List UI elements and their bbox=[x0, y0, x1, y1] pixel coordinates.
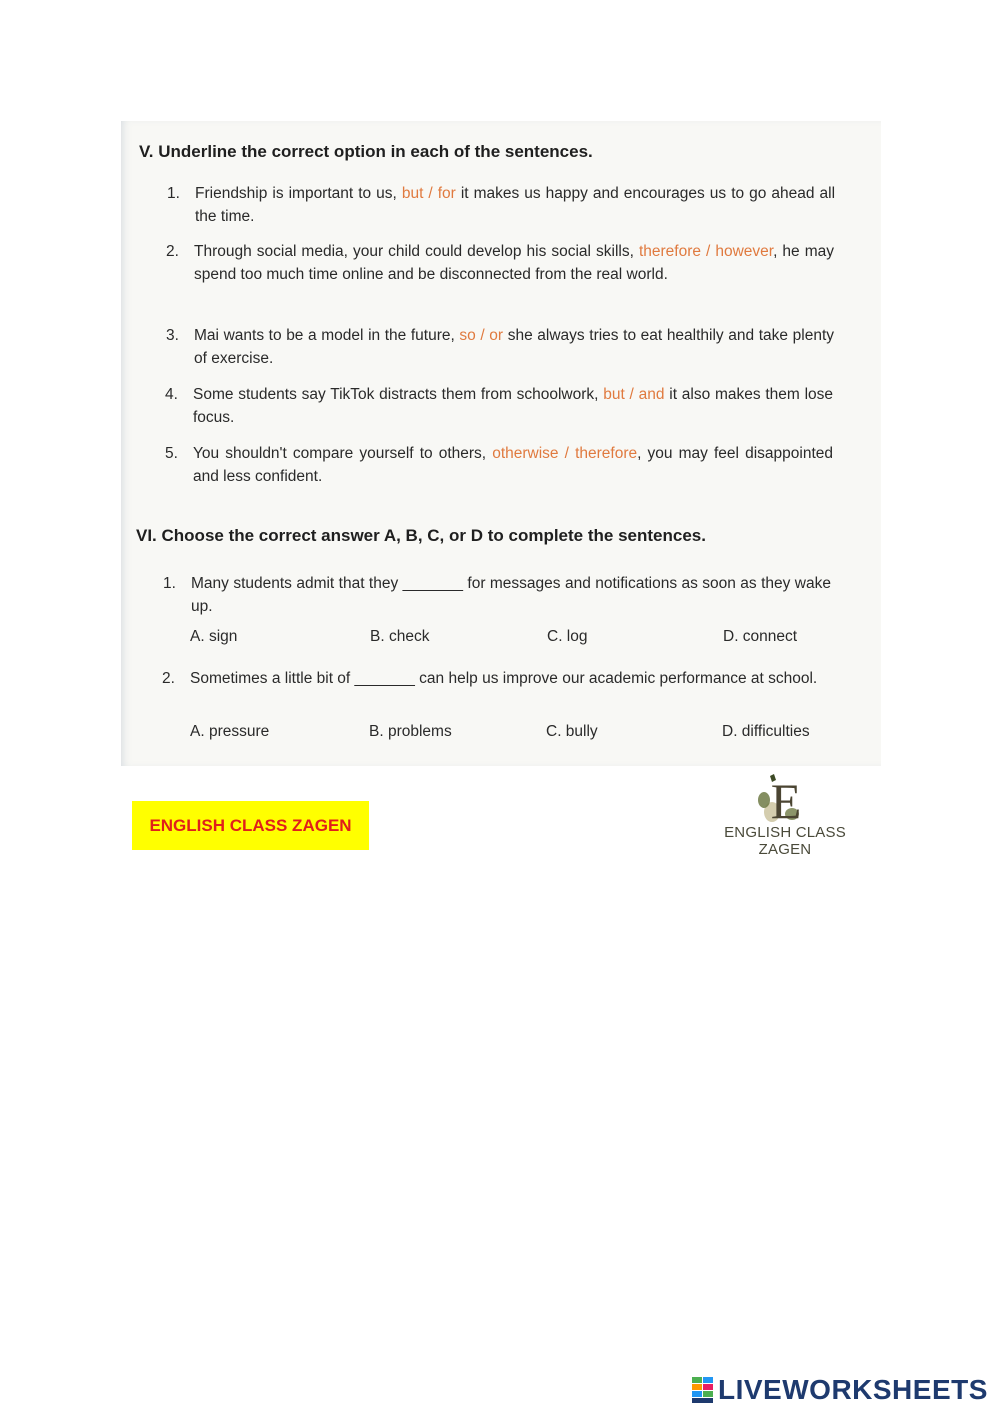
section-v-title: V. Underline the correct option in each of the sentences. bbox=[139, 142, 593, 161]
option-choice[interactable]: but / for bbox=[401, 185, 456, 202]
list-item: 2. Sometimes a little bit of _______ can help us improve our academic performance at school. bbox=[190, 667, 830, 690]
choice-b[interactable]: B. check bbox=[370, 628, 430, 645]
list-item: 5. You shouldn't compare yourself to others, otherwise / therefore, you may feel disappointed and less confident. bbox=[193, 442, 833, 488]
item-number: 5. bbox=[165, 445, 178, 462]
answer-choices bbox=[190, 723, 830, 745]
logo-emblem-icon bbox=[700, 770, 870, 826]
item-number: 3. bbox=[166, 327, 179, 344]
list-item: 3. Mai wants to be a model in the future, so / or she always tries to eat healthily and take plenty of exercise. bbox=[194, 324, 834, 370]
english-class-logo bbox=[700, 770, 870, 858]
option-choice[interactable]: otherwise / therefore bbox=[492, 445, 638, 462]
choice-c[interactable]: C. bully bbox=[546, 723, 598, 740]
liveworksheets-logo bbox=[692, 1374, 988, 1406]
liveworksheets-brand[interactable]: LIVEWORKSHEETS bbox=[718, 1374, 988, 1405]
choice-a[interactable]: A. sign bbox=[190, 628, 238, 645]
list-item: 4. Some students say TikTok distracts them from schoolwork, but / and it also makes them lose focus. bbox=[193, 383, 833, 429]
liveworksheets-icon bbox=[692, 1377, 714, 1403]
list-item: 2. Through social media, your child could develop his social skills, therefore / however, he may spend too much time online and be disconnected from the real world. bbox=[194, 240, 834, 286]
answer-choices bbox=[190, 628, 830, 650]
item-number: 4. bbox=[165, 386, 178, 403]
choice-d[interactable]: D. difficulties bbox=[722, 723, 810, 740]
choice-a[interactable]: A. pressure bbox=[190, 723, 270, 740]
option-choice[interactable]: therefore / however bbox=[638, 243, 774, 260]
option-choice[interactable]: so / or bbox=[459, 327, 504, 344]
item-number: 1. bbox=[167, 185, 180, 202]
choice-c[interactable]: C. log bbox=[547, 628, 588, 645]
list-item: 1. Friendship is important to us, but / for it makes us happy and encourages us to go ahead all the time. bbox=[195, 182, 835, 228]
item-number: 2. bbox=[166, 243, 179, 260]
svg-text:E: E bbox=[770, 773, 802, 826]
item-number: 2. bbox=[162, 670, 175, 687]
list-item: 1. Many students admit that they _______ for messages and notifications as soon as they wake up. bbox=[191, 572, 831, 618]
choice-d[interactable]: D. connect bbox=[723, 628, 798, 645]
choice-b[interactable]: B. problems bbox=[369, 723, 452, 740]
section-vi-title: VI. Choose the correct answer A, B, C, or D to complete the sentences. bbox=[136, 526, 706, 545]
logo-text: ENGLISH CLASS ZAGEN bbox=[724, 824, 846, 858]
class-badge: ENGLISH CLASS ZAGEN bbox=[132, 801, 369, 850]
item-number: 1. bbox=[163, 575, 176, 592]
option-choice[interactable]: but / and bbox=[603, 386, 665, 403]
